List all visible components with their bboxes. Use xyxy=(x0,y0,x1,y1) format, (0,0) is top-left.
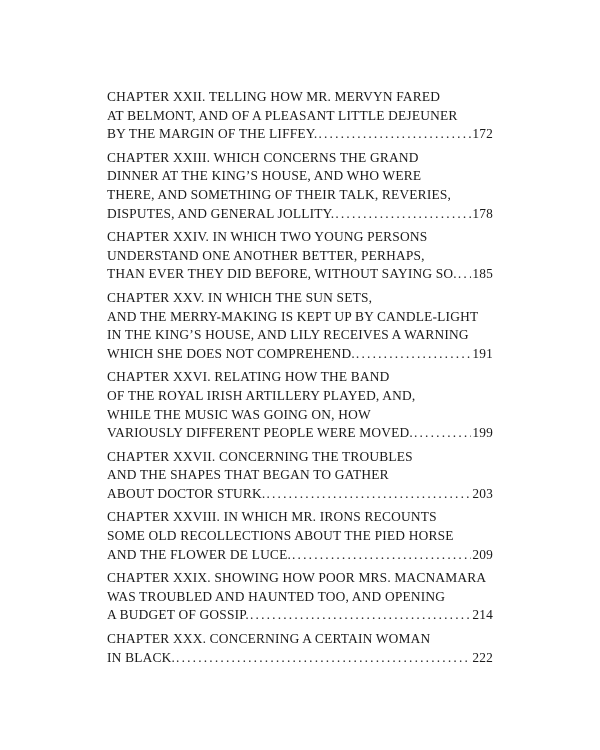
toc-entry-text-line: SOME OLD RECOLLECTIONS ABOUT THE PIED HORSE xyxy=(107,528,454,544)
toc-entry-xxiv xyxy=(107,228,493,284)
toc-entry-xxiii xyxy=(107,149,493,223)
toc-entry-xxv xyxy=(107,289,493,363)
page-number: 203 xyxy=(472,485,493,501)
toc-entry-text-line: AND THE FLOWER DE LUCE. xyxy=(107,546,291,562)
toc-entry-text-line: VARIOUSLY DIFFERENT PEOPLE WERE MOVED. xyxy=(107,425,413,441)
toc-entry-text-line: CHAPTER XXV. IN WHICH THE SUN SETS, xyxy=(107,289,373,305)
toc-entry-last-line xyxy=(107,125,493,144)
toc-entry-last-line xyxy=(107,546,493,565)
toc-entry-last-line xyxy=(107,649,493,668)
toc-entry-text-line: WAS TROUBLED AND HAUNTED TOO, AND OPENING xyxy=(107,588,446,604)
dot-leader xyxy=(458,265,471,284)
toc-entry-text-line: DISPUTES, AND GENERAL JOLLITY. xyxy=(107,205,335,221)
page-number: 191 xyxy=(472,345,493,361)
dot-leader xyxy=(266,485,471,504)
toc-entry-text-line: AND THE SHAPES THAT BEGAN TO GATHER xyxy=(107,467,389,483)
toc-entry-text-line: CHAPTER XXII. TELLING HOW MR. MERVYN FARED xyxy=(107,89,441,104)
toc-entry-last-line xyxy=(107,606,493,625)
dot-leader xyxy=(356,345,471,364)
toc-entry-xxix xyxy=(107,569,493,625)
toc-entry-text-line: OF THE ROYAL IRISH ARTILLERY PLAYED, AND, xyxy=(107,387,416,403)
dot-leader xyxy=(335,205,471,224)
page-number: 172 xyxy=(472,126,493,142)
page-number: 222 xyxy=(472,649,493,665)
page-number: 209 xyxy=(472,546,493,562)
page-number: 199 xyxy=(472,425,493,441)
toc-entry-text-line: CHAPTER XXIII. WHICH CONCERNS THE GRAND xyxy=(107,149,419,165)
toc-entry-text-line: WHILE THE MUSIC WAS GOING ON, HOW xyxy=(107,406,371,422)
dot-leader xyxy=(318,125,471,144)
toc-entry-text-line: A BUDGET OF GOSSIP. xyxy=(107,607,249,623)
dot-leader xyxy=(176,649,471,668)
dot-leader xyxy=(414,424,471,443)
toc-entry-text-line: CHAPTER XXIX. SHOWING HOW POOR MRS. MACNAMARA xyxy=(107,570,487,586)
toc-entry-text-line: AND THE MERRY-MAKING IS KEPT UP BY CANDLE-LIGHT xyxy=(107,308,479,324)
toc-entry-last-line xyxy=(107,265,493,284)
toc-entry-text-line: THERE, AND SOMETHING OF THEIR TALK, REVERIES, xyxy=(107,186,452,202)
toc-entry-last-line xyxy=(107,205,493,224)
dot-leader xyxy=(250,606,471,625)
toc-entry-xxx xyxy=(107,630,493,667)
toc-entry-text-line: BY THE MARGIN OF THE LIFFEY. xyxy=(107,126,318,142)
toc-entry-text-line: CHAPTER XXX. CONCERNING A CERTAIN WOMAN xyxy=(107,631,431,647)
toc-entry-xxvii xyxy=(107,448,493,504)
toc-entry-text-line: CHAPTER XXVII. CONCERNING THE TROUBLES xyxy=(107,448,413,464)
toc-entry-text-line: CHAPTER XXIV. IN WHICH TWO YOUNG PERSONS xyxy=(107,229,428,245)
toc-entry-text-line: DINNER AT THE KING’S HOUSE, AND WHO WERE xyxy=(107,168,422,184)
toc-entry-last-line xyxy=(107,485,493,504)
dot-leader xyxy=(292,546,471,565)
table-of-contents xyxy=(107,88,493,672)
toc-entry-text-line: CHAPTER XXVIII. IN WHICH MR. IRONS RECOUNTS xyxy=(107,509,437,525)
toc-entry-text-line: IN BLACK. xyxy=(107,649,176,665)
toc-entry-text-line: THAN EVER THEY DID BEFORE, WITHOUT SAYING SO. xyxy=(107,266,457,282)
toc-entry-last-line xyxy=(107,345,493,364)
toc-entry-xxviii xyxy=(107,508,493,564)
toc-entry-text-line: IN THE KING’S HOUSE, AND LILY RECEIVES A WARNING xyxy=(107,327,469,343)
toc-entry-last-line xyxy=(107,424,493,443)
toc-entry-xxii xyxy=(107,88,493,144)
page-number: 185 xyxy=(472,266,493,282)
toc-entry-text-line: UNDERSTAND ONE ANOTHER BETTER, PERHAPS, xyxy=(107,247,425,263)
page-number: 178 xyxy=(472,205,493,221)
toc-entry-text-line: ABOUT DOCTOR STURK. xyxy=(107,485,266,501)
toc-entry-text-line: CHAPTER XXVI. RELATING HOW THE BAND xyxy=(107,369,390,385)
toc-entry-text-line: AT BELMONT, AND OF A PLEASANT LITTLE DEJEUNER xyxy=(107,107,458,123)
toc-entry-xxvi xyxy=(107,368,493,442)
page-number: 214 xyxy=(472,607,493,623)
toc-entry-text-line: WHICH SHE DOES NOT COMPREHEND. xyxy=(107,345,355,361)
